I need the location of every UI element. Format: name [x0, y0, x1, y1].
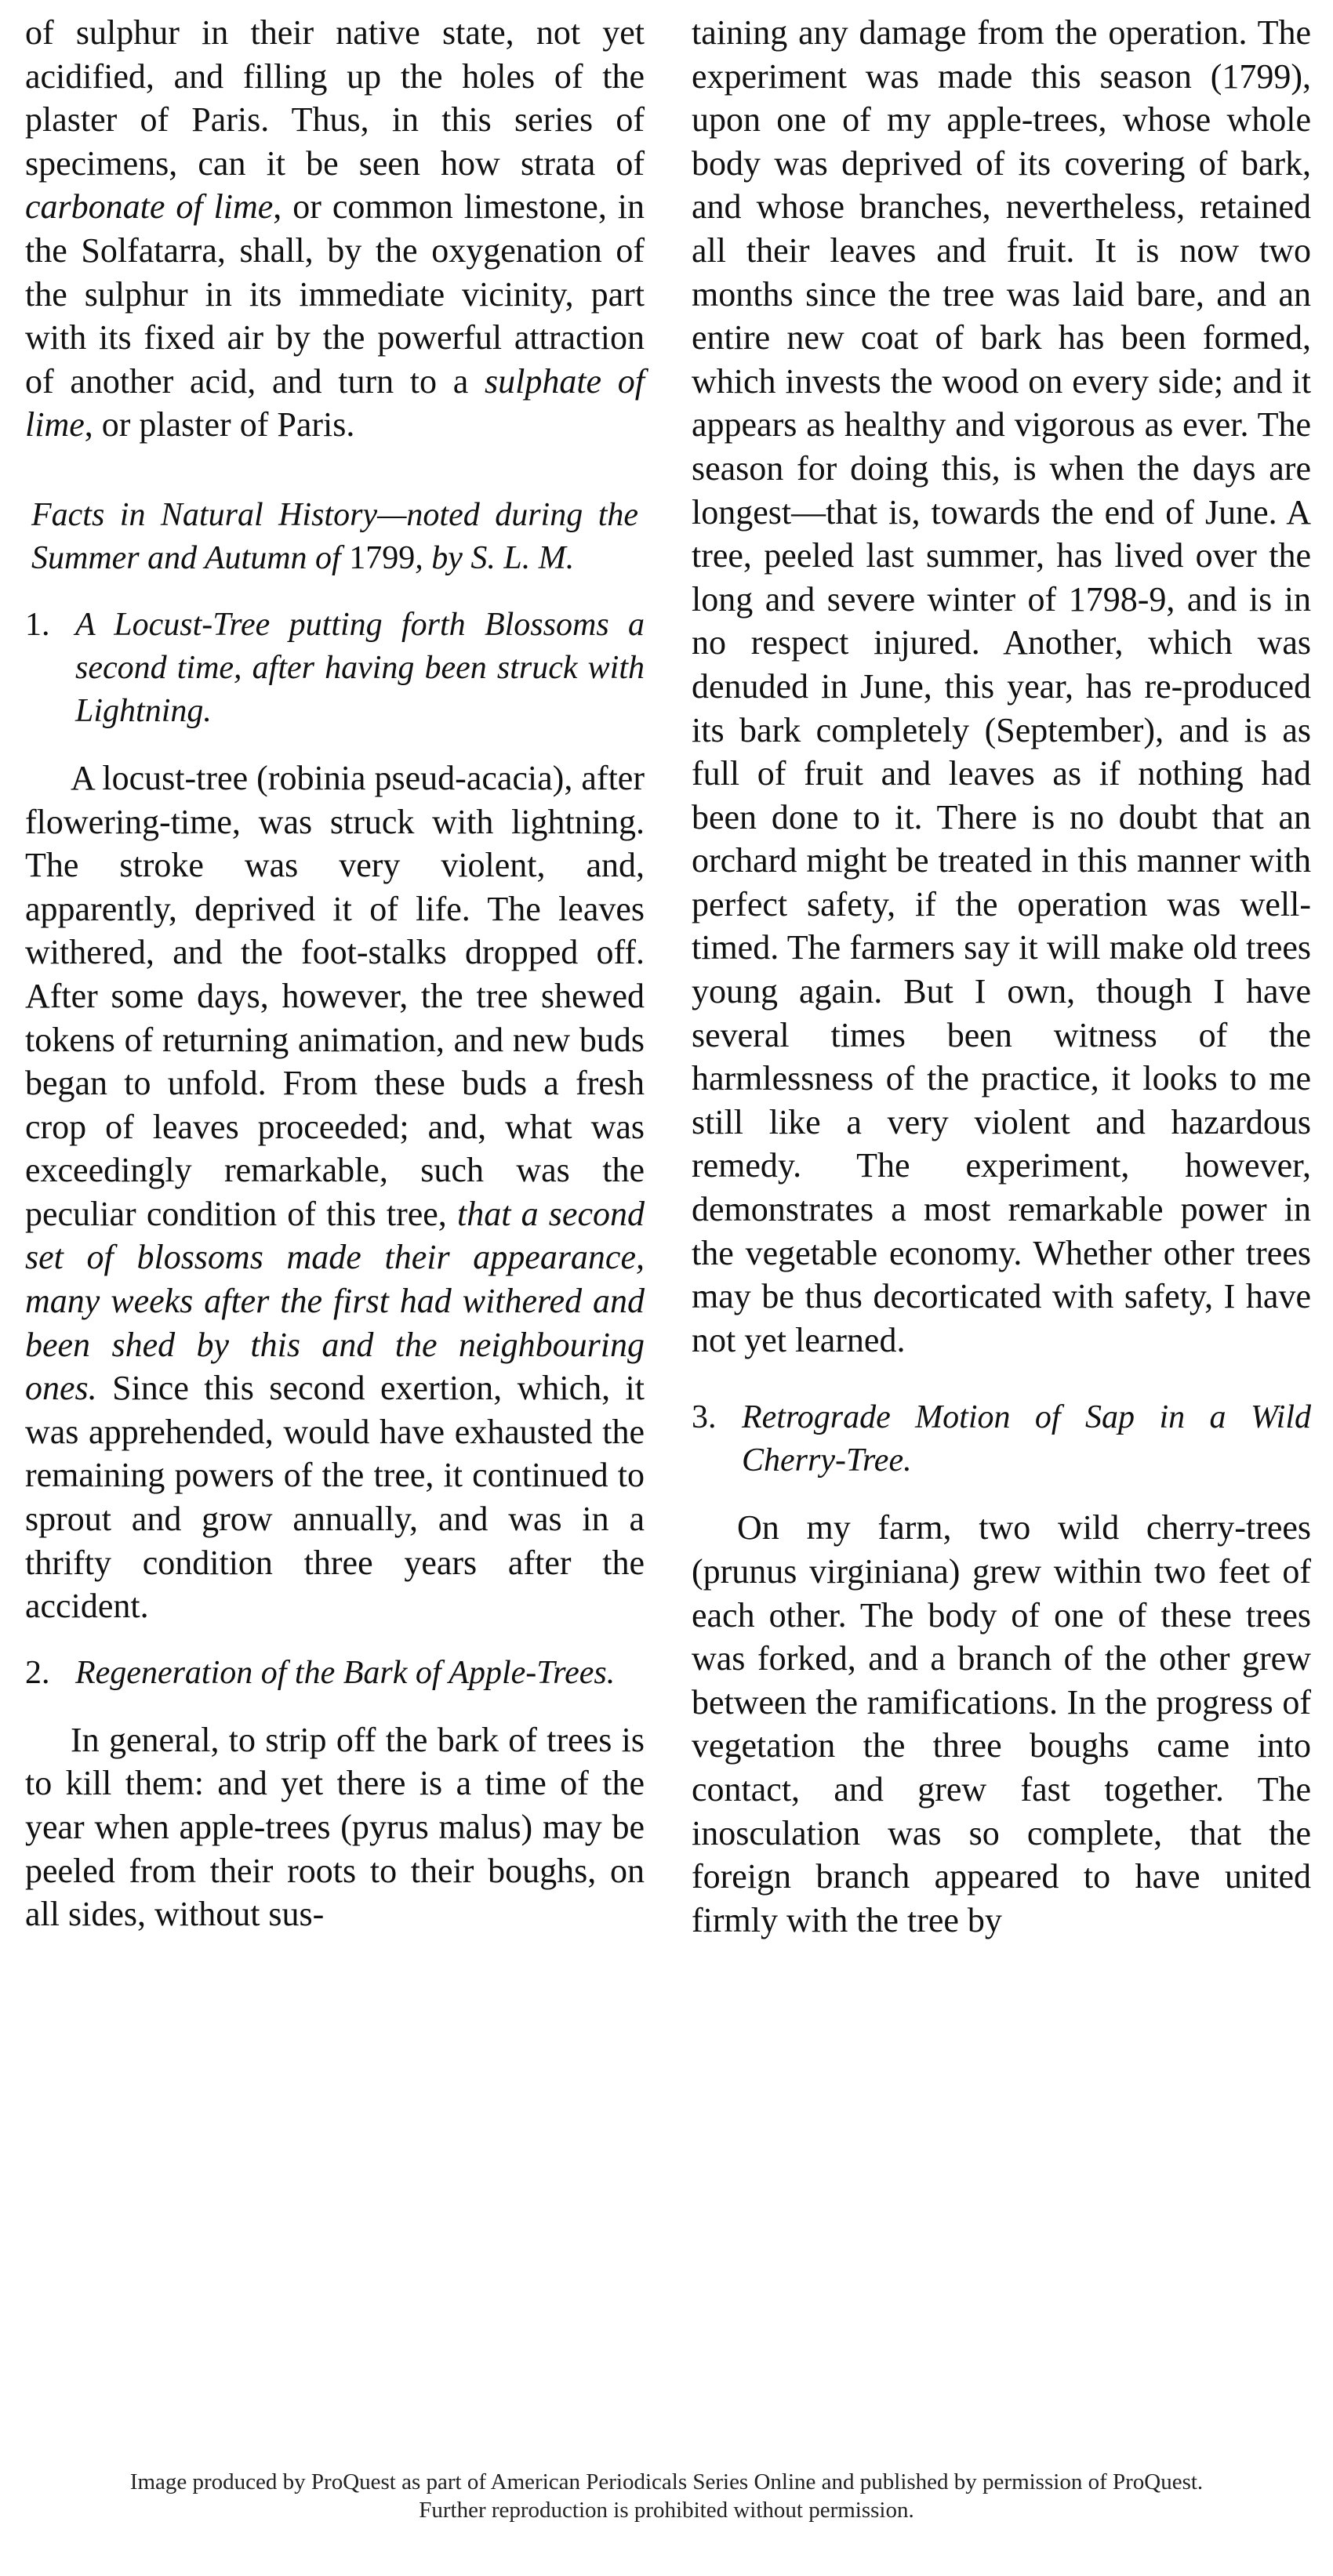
text-run: Since this second exertion, which, it was apprehended, would have exhausted the remaining powers of the tree, it continued to sprout and grow annually, and was in a thrifty condition three years after the accident.: [25, 1369, 645, 1626]
item-title: Retrograde Motion of Sap in a Wild Cherry-Tree.: [742, 1399, 1311, 1479]
item-1-heading: [25, 604, 645, 733]
text-run: , or common limestone, in the Solfatarra, shall, by the oxygenation of the sulphur in its immediate vicinity, part with its fixed air by the powerful attraction of another acid, and turn to a: [25, 187, 645, 401]
italic-term: sulphate of lime: [25, 361, 645, 444]
section-heading-author: , by S. L. M.: [415, 539, 575, 576]
text-run: of sulphur in their native state, not yet acidified, and filling up the holes of the plaster of Paris. Thus, in this series of specimens, can it be seen how strata of: [25, 13, 645, 183]
item-3-heading: [692, 1396, 1311, 1482]
footer-line-2: Further reproduction is prohibited without permission.: [419, 2498, 914, 2523]
section-heading: [25, 494, 645, 580]
item-title: A Locust-Tree putting forth Blossoms a second time, after having been struck with Lightning.: [75, 606, 645, 729]
item-2-paragraph: In general, to strip off the bark of trees is to kill them: and yet there is a time of the year when apple-trees (pyrus malus) may be peeled from their roots to their boughs, on all sides, without sus-: [25, 1720, 645, 1934]
item-title: Regeneration of the Bark of Apple-Trees.: [75, 1654, 616, 1691]
text-run: A locust-tree (robinia pseud-acacia), after flowering-time, was struck with lightning. The stroke was very violent, and, apparently, deprived it of life. The leaves withered, and the foot-stalks dropped off. After some days, however, the tree shewed tokens of returning animation, and new buds began to unfold. From these buds a fresh crop of leaves proceeded; and, what was exceedingly remarkable, such was the peculiar condition of this tree,: [25, 758, 645, 1233]
section-heading-year: 1799: [349, 539, 416, 576]
item-number: 1.: [25, 606, 50, 643]
left-column: [25, 11, 645, 1936]
item-number: 3.: [692, 1399, 717, 1436]
section-heading-text: Facts in Natural History—noted during the Summer and Autumn of: [31, 496, 638, 576]
italic-term: carbonate of lime: [25, 187, 274, 227]
text-run: , or plaster of Paris.: [84, 405, 355, 444]
item-3-paragraph: On my farm, two wild cherry-trees (prunus virginiana) grew within two feet of each other. The body of one of these trees was forked, and a branch of the other grew between the ramifications. In the progress of vegetation the three boughs came into contact, and grew fast together. The inosculation was so complete, that the foreign branch appeared to have united firmly with the tree by: [692, 1508, 1311, 1939]
item-1-paragraph: [25, 756, 645, 1628]
right-column: [692, 11, 1311, 1942]
item-2-continuation: taining any damage from the operation. The experiment was made this season (1799), upon one of my apple-trees, whose whole body was deprived of its covering of bark, and whose branches, nevertheless, retained all their leaves and fruit. It is now two months since the tree was laid bare, and an entire new coat of bark has been formed, which invests the wood on every side; and it appears as healthy and vigorous as ever. The season for doing this, is when the days are longest—that is, towards the end of June. A tree, peeled last summer, has lived over the long and severe winter of 1798-9, and is in no respect injured. Another, which was denuded in June, this year, has re-produced its bark completely (September), and is as full of fruit and leaves as if nothing had been done to it. There is no doubt that an orchard might be treated in this manner with perfect safety, if the operation was well-timed. The farmers say it will make old trees young again. But I own, though I have several times been witness of the harmlessness of the practice, it looks to me still like a very violent and hazardous remedy. The experiment, however, demonstrates a most remarkable power in the vegetable economy. Whether other trees may be thus decorticated with safety, I have not yet learned.: [692, 13, 1311, 1359]
item-2-heading: [25, 1652, 645, 1695]
italic-passage: that a second set of blossoms made their appearance, many weeks after the first had withered and been shed by this and the neighbouring ones.: [25, 1194, 645, 1408]
footer-line-1: Image produced by ProQuest as part of American Periodicals Series Online and published by permission of ProQuest.: [129, 2469, 1204, 2494]
copyright-footer: [0, 2468, 1333, 2524]
item-number: 2.: [25, 1654, 50, 1691]
paragraph-sulphur: [25, 11, 645, 447]
